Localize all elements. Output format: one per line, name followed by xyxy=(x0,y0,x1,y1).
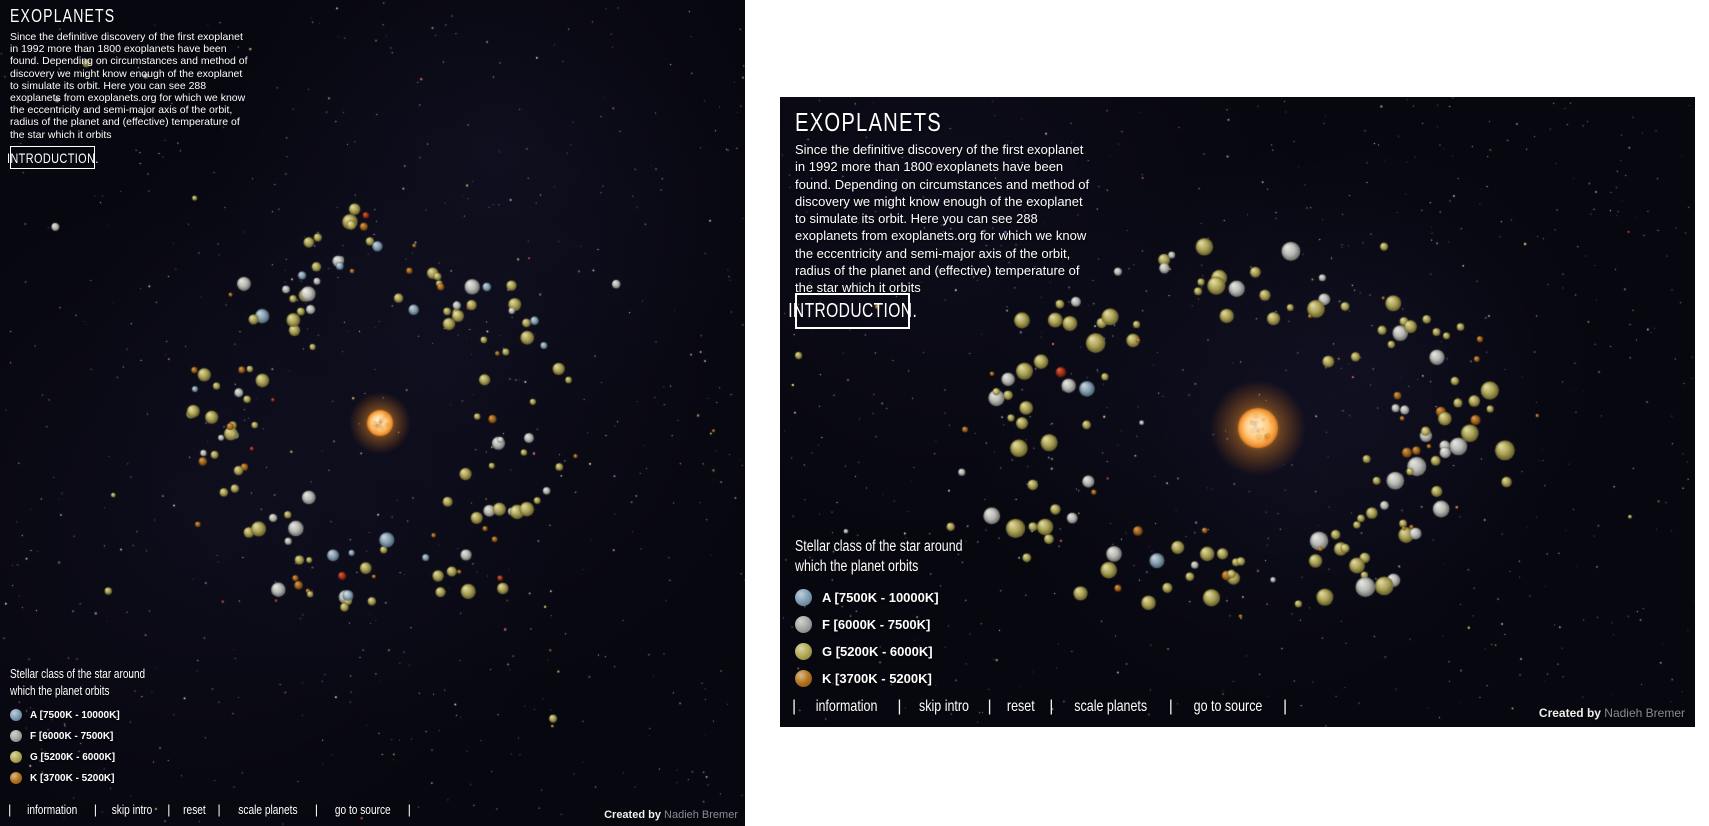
menu-separator: | xyxy=(314,802,319,817)
legend-title-line1: Stellar class of the star around xyxy=(795,538,963,555)
introduction-button-label: INTRODUCTION. xyxy=(788,299,918,322)
legend-title-line2: which the planet orbits xyxy=(795,558,919,575)
legend-item-class-k xyxy=(795,670,1004,687)
stellar-class-legend xyxy=(795,537,1004,697)
legend-label: F [6000K - 7500K] xyxy=(822,617,931,632)
stellar-class-a-swatch xyxy=(795,589,812,606)
legend-label: K [3700K - 5200K] xyxy=(822,671,932,686)
legend-item-class-f xyxy=(795,616,1004,633)
intro-paragraph: Since the definitive discovery of the first exoplanet in 1992 more than 1800 exoplanets have been found. Depending on circumstances and method of discovery we might know enough of the exoplanet to simulate its orbit. Here you can see 288 exoplanets from exoplanets.org for which we know the eccentricity and semi-major axis of the orbit, radius of the planet and (effective) temperature of the star which it orbits xyxy=(10,31,248,141)
credit-author-link[interactable]: Nadieh Bremer xyxy=(1604,706,1685,720)
stellar-class-g-swatch xyxy=(10,751,22,763)
menu-item-go-to-source[interactable]: go to source xyxy=(1193,698,1263,715)
menu-item-scale-planets[interactable]: scale planets xyxy=(238,802,298,817)
legend-item-class-k xyxy=(10,772,179,784)
menu-separator: | xyxy=(1049,698,1054,715)
menu-item-go-to-source[interactable]: go to source xyxy=(334,802,391,817)
menu-separator: | xyxy=(8,802,12,817)
menu-item-information[interactable]: information xyxy=(27,802,78,817)
menu-item-information[interactable]: information xyxy=(815,698,878,715)
intro-paragraph: Since the definitive discovery of the first exoplanet in 1992 more than 1800 exoplanets have been found. Depending on circumstances and method of discovery we might know enough of the exoplanet to simulate its orbit. Here you can see 288 exoplanets from exoplanets.org for which we know the eccentricity and semi-major axis of the orbit, radius of the planet and (effective) temperature of the star which it orbits xyxy=(795,142,1090,296)
credit-prefix: Created by xyxy=(1538,706,1601,720)
legend-item-class-a xyxy=(10,709,179,721)
credit xyxy=(604,809,738,821)
introduction-button-label: INTRODUCTION. xyxy=(6,149,99,166)
legend-item-class-g xyxy=(795,643,1004,660)
menu-separator: | xyxy=(217,802,221,817)
introduction-button[interactable] xyxy=(6,146,99,169)
menu-item-skip-intro[interactable]: skip intro xyxy=(919,698,970,715)
stellar-class-g-swatch xyxy=(795,643,812,660)
menu-item-scale-planets[interactable]: scale planets xyxy=(1074,698,1148,715)
stellar-class-legend xyxy=(10,666,179,793)
bottom-menu xyxy=(792,698,1287,716)
stellar-class-k-swatch xyxy=(795,670,812,687)
page-title: EXOPLANETS xyxy=(10,6,116,26)
menu-separator: | xyxy=(1283,698,1288,715)
legend-item-class-g xyxy=(10,751,179,763)
credit xyxy=(1539,706,1685,720)
legend-title-line2: which the planet orbits xyxy=(10,684,110,698)
credit-author-link[interactable]: Nadieh Bremer xyxy=(664,809,738,821)
ui-overlay xyxy=(780,97,1695,727)
legend-label: F [6000K - 7500K] xyxy=(30,730,114,742)
menu-item-reset[interactable]: reset xyxy=(182,802,206,817)
menu-separator: | xyxy=(1168,698,1173,715)
legend-label: A [7500K - 10000K] xyxy=(822,590,939,605)
ui-overlay xyxy=(0,0,745,826)
viewport-wide xyxy=(780,97,1695,727)
legend-title xyxy=(10,666,179,700)
menu-item-skip-intro[interactable]: skip intro xyxy=(111,802,153,817)
legend-item-class-f xyxy=(10,730,179,742)
credit-prefix: Created by xyxy=(604,809,661,821)
legend-label: G [5200K - 6000K] xyxy=(822,644,933,659)
page-title: EXOPLANETS xyxy=(795,107,942,137)
menu-separator: | xyxy=(407,802,412,817)
stellar-class-a-swatch xyxy=(10,709,22,721)
stellar-class-f-swatch xyxy=(10,730,22,742)
legend-label: K [3700K - 5200K] xyxy=(30,772,115,784)
legend-label: A [7500K - 10000K] xyxy=(30,709,120,721)
introduction-button[interactable] xyxy=(788,293,918,329)
stellar-class-f-swatch xyxy=(795,616,812,633)
stellar-class-k-swatch xyxy=(10,772,22,784)
menu-item-reset[interactable]: reset xyxy=(1006,698,1035,715)
menu-separator: | xyxy=(93,802,98,817)
menu-separator: | xyxy=(792,698,797,715)
bottom-menu xyxy=(8,802,411,817)
legend-title xyxy=(795,537,1004,577)
legend-label: G [5200K - 6000K] xyxy=(30,751,116,763)
legend-title-line1: Stellar class of the star around xyxy=(10,667,146,681)
legend-item-class-a xyxy=(795,589,1004,606)
menu-separator: | xyxy=(167,802,171,817)
viewport-narrow xyxy=(0,0,745,826)
menu-separator: | xyxy=(987,698,992,715)
menu-separator: | xyxy=(897,698,902,715)
